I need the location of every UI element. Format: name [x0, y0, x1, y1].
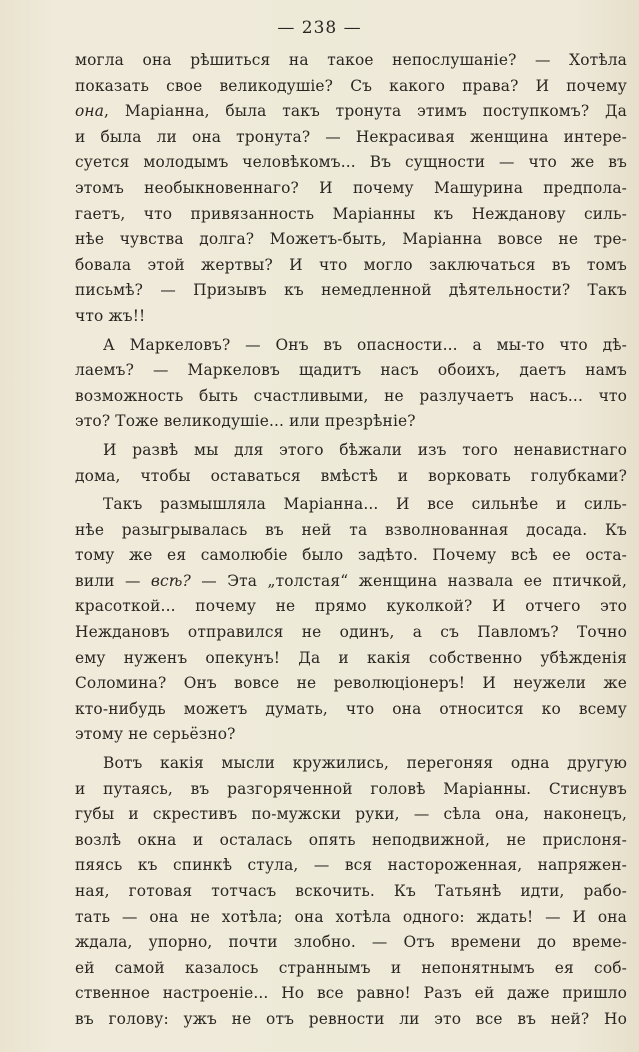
- text-line: ственное настроеніе... Но все равно! Разъ ей даже пришло: [75, 984, 627, 1003]
- text-line: красоткой... почему не прямо куколкой? И отчего это: [75, 597, 627, 616]
- text-line: Такъ размышляла Маріанна... И все сильнѣе и силь-: [103, 495, 627, 514]
- body-text: [75, 48, 627, 1033]
- text-line: этомъ необыкновеннаго? И почему Машурина предпола-: [75, 178, 627, 197]
- text-line: [75, 99, 627, 125]
- text-line: ждала, упорно, почти злобно. — Отъ времени до време-: [75, 933, 627, 952]
- text-line: бовала этой жертвы? И что могло заключаться въ томъ: [75, 255, 627, 274]
- text-line: и путаясь, въ разгоряченной головѣ Маріанны. Стиснувъ: [75, 779, 627, 798]
- text-segment: , Маріанна, была такъ тронута этимъ поступкомъ? Да: [104, 102, 627, 121]
- text-line: Неждановъ отправился не одинъ, а съ Павломъ? Точно: [75, 623, 627, 642]
- text-line: А Маркеловъ? — Онъ въ опасности... а мы-то что дѣ-: [103, 335, 627, 354]
- text-line: нѣе чувства долга? Можетъ-быть, Маріанна вовсе не тре-: [75, 230, 627, 249]
- page-number: — 238 —: [277, 18, 362, 38]
- text-line: что жъ!!: [75, 306, 146, 325]
- text-line: показать свое великодушіе? Съ какого права? И почему: [75, 76, 627, 95]
- text-line: суется молодымъ человѣкомъ... Въ сущности — что же въ: [75, 153, 627, 172]
- text-line: это? Тоже великодушіе... или презрѣніе?: [75, 412, 416, 431]
- text-segment: вили —: [75, 571, 151, 590]
- text-line: и была ли она тронута? — Некрасивая женщина интере-: [75, 127, 627, 146]
- text-line: И развѣ мы для этого бѣжали изъ того ненавистнаго: [103, 440, 627, 459]
- italic-emphasis: всѣ?: [150, 571, 191, 590]
- text-line: возлѣ окна и осталась опять неподвижной, не прислоня-: [75, 830, 627, 849]
- text-line: ная, готовая тотчасъ вскочить. Къ Татьянѣ идти, рабо-: [75, 882, 627, 900]
- text-line: Вотъ какія мысли кружились, перегоняя одна другую: [103, 754, 627, 773]
- text-line: ему нуженъ опекунъ! Да и какія собственно убѣжденія: [75, 648, 627, 667]
- italic-emphasis: она: [75, 102, 105, 121]
- text-line: въ голову: ужъ не отъ ревности ли это все въ ней? Но: [75, 1009, 627, 1028]
- text-line: возможность быть счастливыми, не разлучаетъ насъ... что: [75, 386, 627, 405]
- text-line: лаемъ? — Маркеловъ щадитъ насъ обоихъ, даетъ намъ: [75, 361, 627, 380]
- text-line: дома, чтобы оставаться вмѣстѣ и ворковать голубками?: [75, 466, 627, 485]
- text-line: могла она рѣшиться на такое непослушаніе? — Хотѣла: [75, 51, 627, 69]
- text-line: [75, 569, 627, 595]
- text-segment: — Эта „толстая“ женщина назвала ее птичкой,: [190, 571, 627, 590]
- text-line: нѣе разыгрывалась въ ней та взволнованная досада. Къ: [75, 520, 627, 539]
- text-line: этому не серьёзно?: [75, 725, 236, 744]
- text-line: пяясь къ спинкѣ стула, — вся настороженная, напряжен-: [75, 856, 627, 875]
- text-line: Соломина? Онъ вовсе не революціонеръ! И неужели же: [75, 674, 627, 693]
- text-line: губы и скрестивъ по-мужски руки, — сѣла она, наконецъ,: [75, 805, 627, 824]
- text-line: тому же ея самолюбіе было задѣто. Почему всѣ ее оста-: [75, 546, 627, 565]
- text-line: тать — она не хотѣла; она хотѣла одного: ждать! — И она: [75, 907, 627, 926]
- text-line: кто-нибудь можетъ думать, что она относится ко всему: [75, 699, 627, 718]
- text-line: ей самой казалось страннымъ и непонятнымъ ея соб-: [75, 958, 627, 977]
- text-line: письмѣ? — Призывъ къ немедленной дѣятельности? Такъ: [75, 281, 627, 300]
- text-line: гаетъ, что привязанность Маріанны къ Нежданову силь-: [75, 204, 627, 223]
